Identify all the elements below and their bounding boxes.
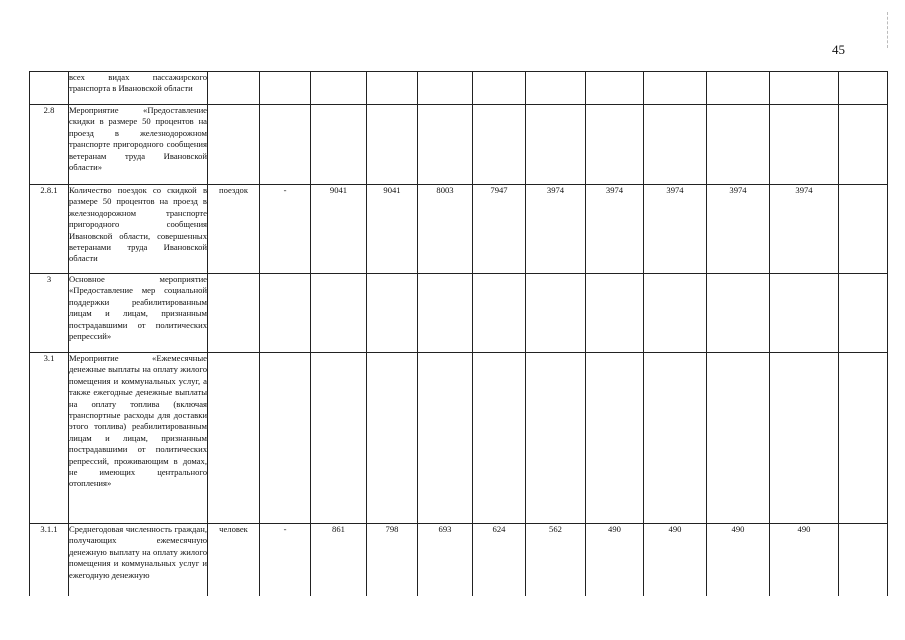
- row-unit: [208, 274, 260, 353]
- value-cell: [367, 105, 418, 185]
- value-cell: 9041: [311, 185, 367, 274]
- value-cell: 490: [644, 524, 707, 596]
- value-cell: [367, 274, 418, 353]
- row-number: 3: [30, 274, 69, 353]
- value-cell: 490: [586, 524, 644, 596]
- row-base-value: [260, 105, 311, 185]
- value-cell: [473, 274, 526, 353]
- value-cell: [644, 105, 707, 185]
- value-cell: [418, 274, 473, 353]
- table-row: [30, 353, 888, 524]
- value-cell: [644, 274, 707, 353]
- value-cell: [839, 353, 888, 524]
- value-cell: [367, 353, 418, 524]
- value-cell: [770, 72, 839, 105]
- value-cell: [707, 105, 770, 185]
- value-cell: 8003: [418, 185, 473, 274]
- value-cell: [418, 72, 473, 105]
- value-cell: 624: [473, 524, 526, 596]
- value-cell: [367, 72, 418, 105]
- table-row: [30, 524, 888, 596]
- value-cell: [839, 105, 888, 185]
- value-cell: [311, 72, 367, 105]
- row-name: Количество поездок со скидкой в размере 50 процентов на проезд в железнодорожном транспорте пригородного сообщения Ивановской области, совершенных ветеранами труда Ивановской области: [69, 185, 208, 274]
- value-cell: [770, 105, 839, 185]
- value-cell: [311, 105, 367, 185]
- row-base-value: [260, 274, 311, 353]
- value-cell: 9041: [367, 185, 418, 274]
- value-cell: [586, 274, 644, 353]
- value-cell: [418, 105, 473, 185]
- row-base-value: [260, 72, 311, 105]
- row-name: Мероприятие «Ежемесячные денежные выплаты на оплату жилого помещения и коммунальных услуг, а также ежегодные денежные выплаты на оплату топлива (включая транспортные расходы для доставки этого топлива) реабилитированным лицам и лицам, признанным пострадавшими от политических репрессий, проживающим в домах, не имеющих центрального отопления»: [69, 353, 208, 524]
- value-cell: [707, 274, 770, 353]
- value-cell: [526, 72, 586, 105]
- value-cell: 3974: [586, 185, 644, 274]
- value-cell: 562: [526, 524, 586, 596]
- value-cell: 3974: [526, 185, 586, 274]
- row-number: 3.1: [30, 353, 69, 524]
- value-cell: [418, 353, 473, 524]
- value-cell: [644, 353, 707, 524]
- value-cell: [586, 105, 644, 185]
- row-unit: [208, 353, 260, 524]
- value-cell: [839, 274, 888, 353]
- row-name: всех видах пассажирского транспорта в Ивановской области: [69, 72, 208, 105]
- value-cell: 693: [418, 524, 473, 596]
- value-cell: [770, 274, 839, 353]
- row-unit: [208, 72, 260, 105]
- table-row: [30, 105, 888, 185]
- row-unit: человек: [208, 524, 260, 596]
- value-cell: [707, 353, 770, 524]
- table-row: [30, 185, 888, 274]
- value-cell: [311, 274, 367, 353]
- row-name: Среднегодовая численность граждан, получающих ежемесячную денежную выплату на оплату жилого помещения и коммунальных услуг и ежегодную денежную: [69, 524, 208, 596]
- value-cell: [839, 524, 888, 596]
- row-base-value: [260, 353, 311, 524]
- row-number: 3.1.1: [30, 524, 69, 596]
- value-cell: [839, 185, 888, 274]
- value-cell: 7947: [473, 185, 526, 274]
- value-cell: [473, 105, 526, 185]
- value-cell: 798: [367, 524, 418, 596]
- row-number: 2.8: [30, 105, 69, 185]
- value-cell: [473, 353, 526, 524]
- value-cell: 490: [770, 524, 839, 596]
- value-cell: [644, 72, 707, 105]
- value-cell: [526, 274, 586, 353]
- row-unit: поездок: [208, 185, 260, 274]
- row-number: 2.8.1: [30, 185, 69, 274]
- row-unit: [208, 105, 260, 185]
- value-cell: [707, 72, 770, 105]
- value-cell: [473, 72, 526, 105]
- row-number: [30, 72, 69, 105]
- value-cell: [526, 105, 586, 185]
- row-base-value: -: [260, 524, 311, 596]
- scan-edge-mark: [887, 12, 888, 48]
- value-cell: 3974: [770, 185, 839, 274]
- row-base-value: -: [260, 185, 311, 274]
- indicators-table: [29, 71, 888, 596]
- value-cell: 3974: [707, 185, 770, 274]
- table-row: [30, 274, 888, 353]
- value-cell: [586, 353, 644, 524]
- value-cell: [586, 72, 644, 105]
- value-cell: [839, 72, 888, 105]
- value-cell: 861: [311, 524, 367, 596]
- value-cell: [311, 353, 367, 524]
- value-cell: 3974: [644, 185, 707, 274]
- page-number: 45: [832, 42, 845, 57]
- table-row: [30, 72, 888, 105]
- row-name: Мероприятие «Предоставление скидки в размере 50 процентов на проезд в железнодорожном транспорте пригородного сообщения ветеранам труда Ивановской области»: [69, 105, 208, 185]
- value-cell: [526, 353, 586, 524]
- value-cell: [770, 353, 839, 524]
- value-cell: 490: [707, 524, 770, 596]
- row-name: Основное мероприятие «Предоставление мер социальной поддержки реабилитированным лицам и лицам, признанным пострадавшими от политических репрессий»: [69, 274, 208, 353]
